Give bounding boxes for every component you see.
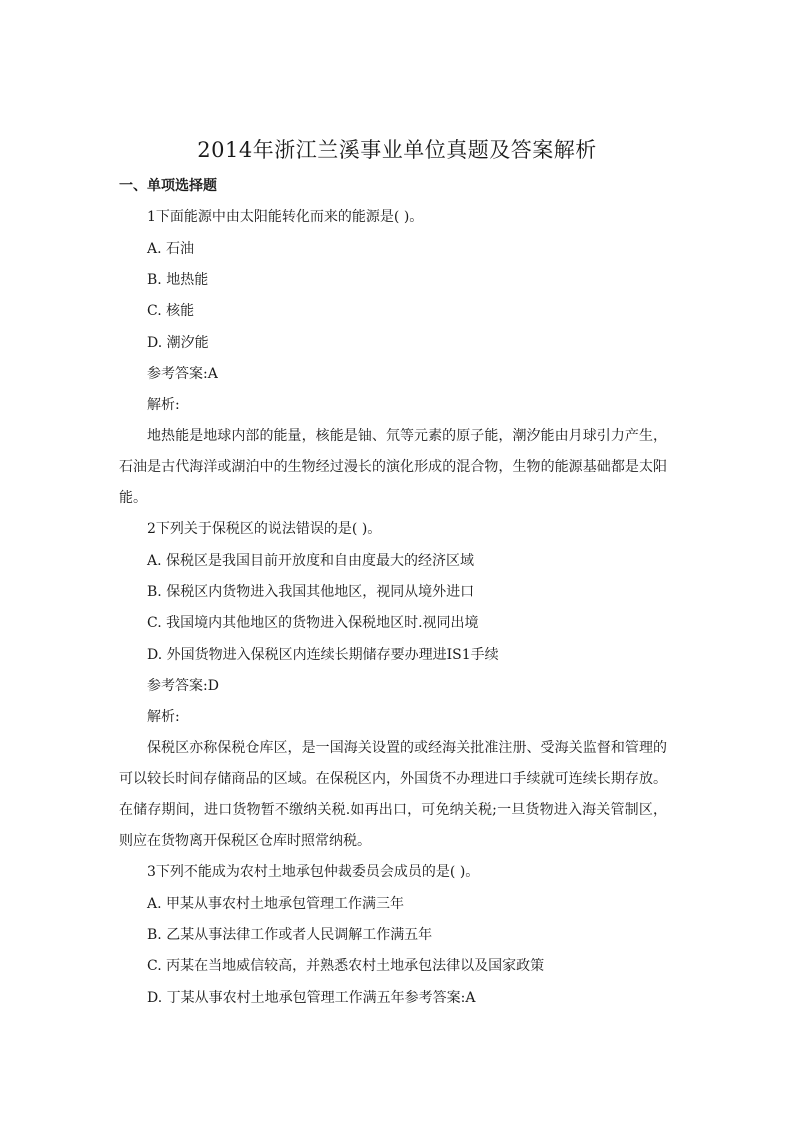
question-2-option-c: C. 我国境内其他地区的货物进入保税地区时.视同出境 xyxy=(147,615,479,631)
question-2-option-d: D. 外国货物进入保税区内连续长期储存要办理进IS1手续 xyxy=(147,647,499,663)
question-1-option-d: D. 潮汐能 xyxy=(147,335,209,351)
question-2-analysis: 保税区亦称保税仓库区，是一国海关设置的或经海关批准注册、受海关监督和管理的可以较长时间存储商品的区域。在保税区内，外国货不办理进口手续就可连续长期存放。在储存期间，进口货物暂不缴纳关税.如再出口，可免纳关税;一旦货物进入海关管制区，则应在货物离开保税区仓库时照常纳税。 xyxy=(119,740,667,849)
question-3-option-d: D. 丁某从事农村土地承包管理工作满五年参考答案:A xyxy=(147,990,476,1006)
question-1-stem: 1下面能源中由太阳能转化而来的能源是( )。 xyxy=(147,209,424,225)
question-3-option-a: A. 甲某从事农村土地承包管理工作满三年 xyxy=(147,896,405,912)
question-3-option-b: B. 乙某从事法律工作或者人民调解工作满五年 xyxy=(147,927,433,943)
question-1-answer: 参考答案:A xyxy=(147,366,218,382)
question-3-option-c: C. 丙某在当地威信较高，并熟悉农村土地承包法律以及国家政策 xyxy=(147,958,545,974)
question-1-option-a: A. 石油 xyxy=(147,241,195,257)
document-title: 2014年浙江兰溪事业单位真题及答案解析 xyxy=(197,138,597,162)
question-1-analysis: 地热能是地球内部的能量，核能是铀、氘等元素的原子能，潮汐能由月球引力产生，石油是古代海洋或湖泊中的生物经过漫长的演化形成的混合物，生物的能源基础都是太阳能。 xyxy=(119,428,667,506)
question-1-option-c: C. 核能 xyxy=(147,303,195,319)
section-heading: 一、单项选择题 xyxy=(119,178,217,194)
question-2-option-b: B. 保税区内货物进入我国其他地区，视同从境外进口 xyxy=(147,584,475,600)
question-2-analysis-label: 解析: xyxy=(147,709,180,725)
question-2-answer: 参考答案:D xyxy=(147,678,219,694)
question-3-stem: 3下列不能成为农村土地承包仲裁委员会成员的是( )。 xyxy=(147,864,480,880)
question-2-option-a: A. 保税区是我国目前开放度和自由度最大的经济区域 xyxy=(147,553,475,569)
question-1-option-b: B. 地热能 xyxy=(147,272,209,288)
question-1-analysis-label: 解析: xyxy=(147,397,180,413)
question-2-stem: 2下列关于保税区的说法错误的是( )。 xyxy=(147,521,382,537)
